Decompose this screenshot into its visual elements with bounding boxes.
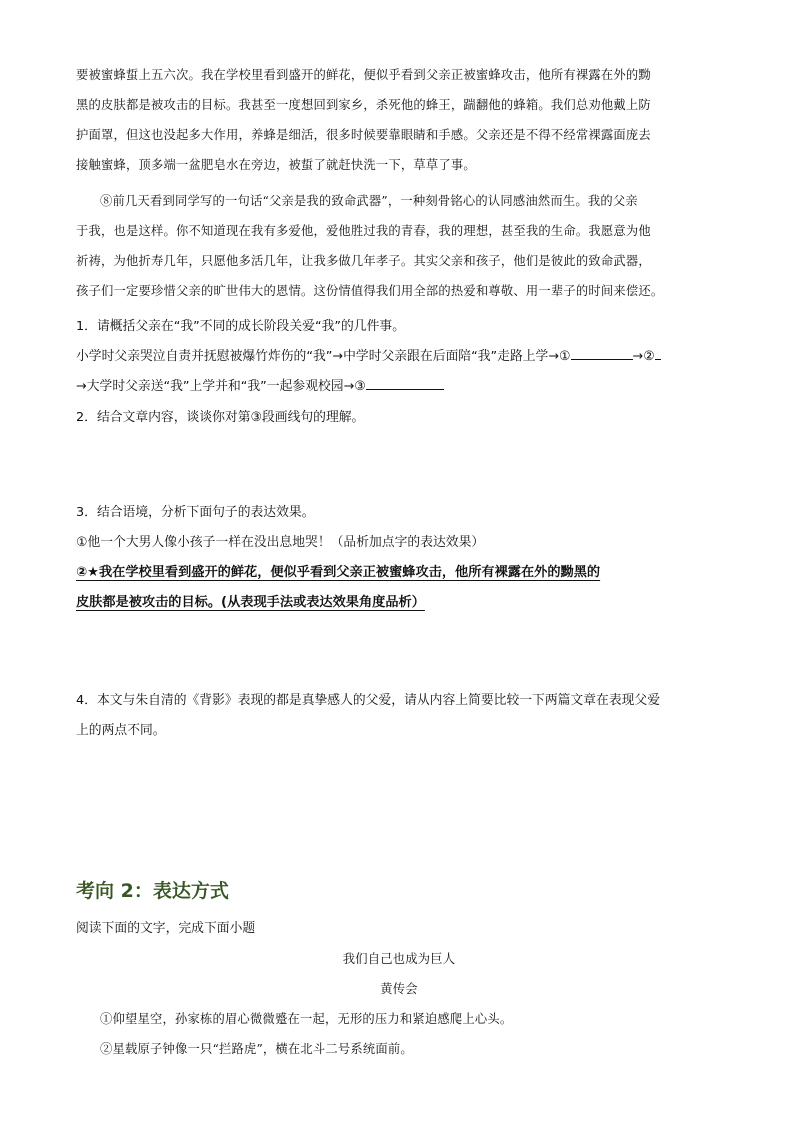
question-1-title: 1．请概括父亲在“我”不同的成长阶段关爱“我”的几件事。 <box>76 319 405 334</box>
article-title: 我们自己也成为巨人 <box>342 952 456 966</box>
answer-blank-1[interactable] <box>571 345 633 360</box>
question-1-answer-line-2 <box>76 372 722 402</box>
question-3 <box>76 498 722 618</box>
passage-line: 孩子们一定要珍惜父亲的旷世伟大的恩情。这份情值得我们用全部的热爱和尊敬、用一辈子的时间来偿还。 <box>76 284 664 298</box>
article-paragraph-1: ①仰望星空，孙家栋的眉心微微蹙在一起，无形的压力和紧迫感爬上心头。 <box>100 1012 513 1026</box>
article-paragraph-2: ②星载原子钟像一只“拦路虎”，横在北斗二号系统面前。 <box>100 1042 413 1056</box>
section-heading: 考向 2：表达方式 <box>76 880 229 902</box>
passage-paragraph-8 <box>76 186 722 306</box>
passage-line: 于我，也是这样。你不知道现在我有多爱他，爱他胜过我的青春，我的理想，甚至我的生命。我愿意为他 <box>76 224 651 238</box>
passage-line: 护面罩，但这也没起多大作用，养蜂是细活，很多时候要靠眼睛和手感。父亲还是不得不经常裸露面庞去 <box>76 128 651 142</box>
section-instruction: 阅读下面的文字，完成下面小题 <box>76 921 256 936</box>
question-3-item-1: ①他一个大男人像小孩子一样在没出息地哭！（品析加点字的表达效果） <box>76 535 485 550</box>
passage-line: 祈祷，为他折寿几年，只愿他多活几年，让我多做几年孝子。其实父亲和孩子，他们是彼此的致命武器， <box>76 254 651 268</box>
question-2-title: 2．结合文章内容，谈谈你对第③段画线句的理解。 <box>76 410 365 425</box>
section-instruction-block <box>76 914 722 944</box>
question-2 <box>76 403 722 433</box>
question-3-title: 3．结合语境，分析下面句子的表达效果。 <box>76 505 315 520</box>
passage-line: ⑧前几天看到同学写的一句话“父亲是我的致命武器”，一种刻骨铭心的认同感油然而生。我的父亲 <box>100 194 638 208</box>
answer-blank-3[interactable] <box>366 375 444 390</box>
question-1-text: 小学时父亲哭泣自责并抚慰被爆竹炸伤的“我”→中学时父亲跟在后面陪“我”走路上学→① <box>76 349 571 364</box>
question-4-line-2: 上的两点不同。 <box>76 723 166 738</box>
passage-line: 要被蜜蜂蜇上五六次。我在学校里看到盛开的鲜花，便似乎看到父亲正被蜜蜂攻击，他所有裸露在外的黝 <box>76 68 651 82</box>
question-3-item-2-line-2: 皮肤都是被攻击的目标。(从表现手法或表达效果角度品析） <box>76 595 425 610</box>
article-block <box>76 944 722 1064</box>
answer-blank-2[interactable] <box>655 345 661 360</box>
question-3-item-2-line-1: ②★我在学校里看到盛开的鲜花，便似乎看到父亲正被蜜蜂攻击，他所有裸露在外的黝黑的 <box>76 565 601 580</box>
question-4-line-1: 4．本文与朱自清的《背影》表现的都是真挚感人的父爱，请从内容上简要比较一下两篇文章在表现父爱 <box>76 693 661 708</box>
article-author: 黄传会 <box>380 982 418 996</box>
passage-line: 接触蜜蜂，顶多端一盆肥皂水在旁边，被蜇了就赶快洗一下，草草了事。 <box>76 158 476 172</box>
question-1-text: →大学时父亲送“我”上学并和“我”一起参观校园→③ <box>76 379 366 394</box>
arrow-2-text: →② <box>632 349 655 364</box>
passage-continuation <box>76 60 722 180</box>
question-1-answer-line-1 <box>76 342 722 372</box>
question-1 <box>76 312 722 402</box>
passage-line: 黑的皮肤都是被攻击的目标。我甚至一度想回到家乡，杀死他的蜂王，踹翻他的蜂箱。我们总劝他戴上防 <box>76 98 651 112</box>
question-4 <box>76 686 722 746</box>
